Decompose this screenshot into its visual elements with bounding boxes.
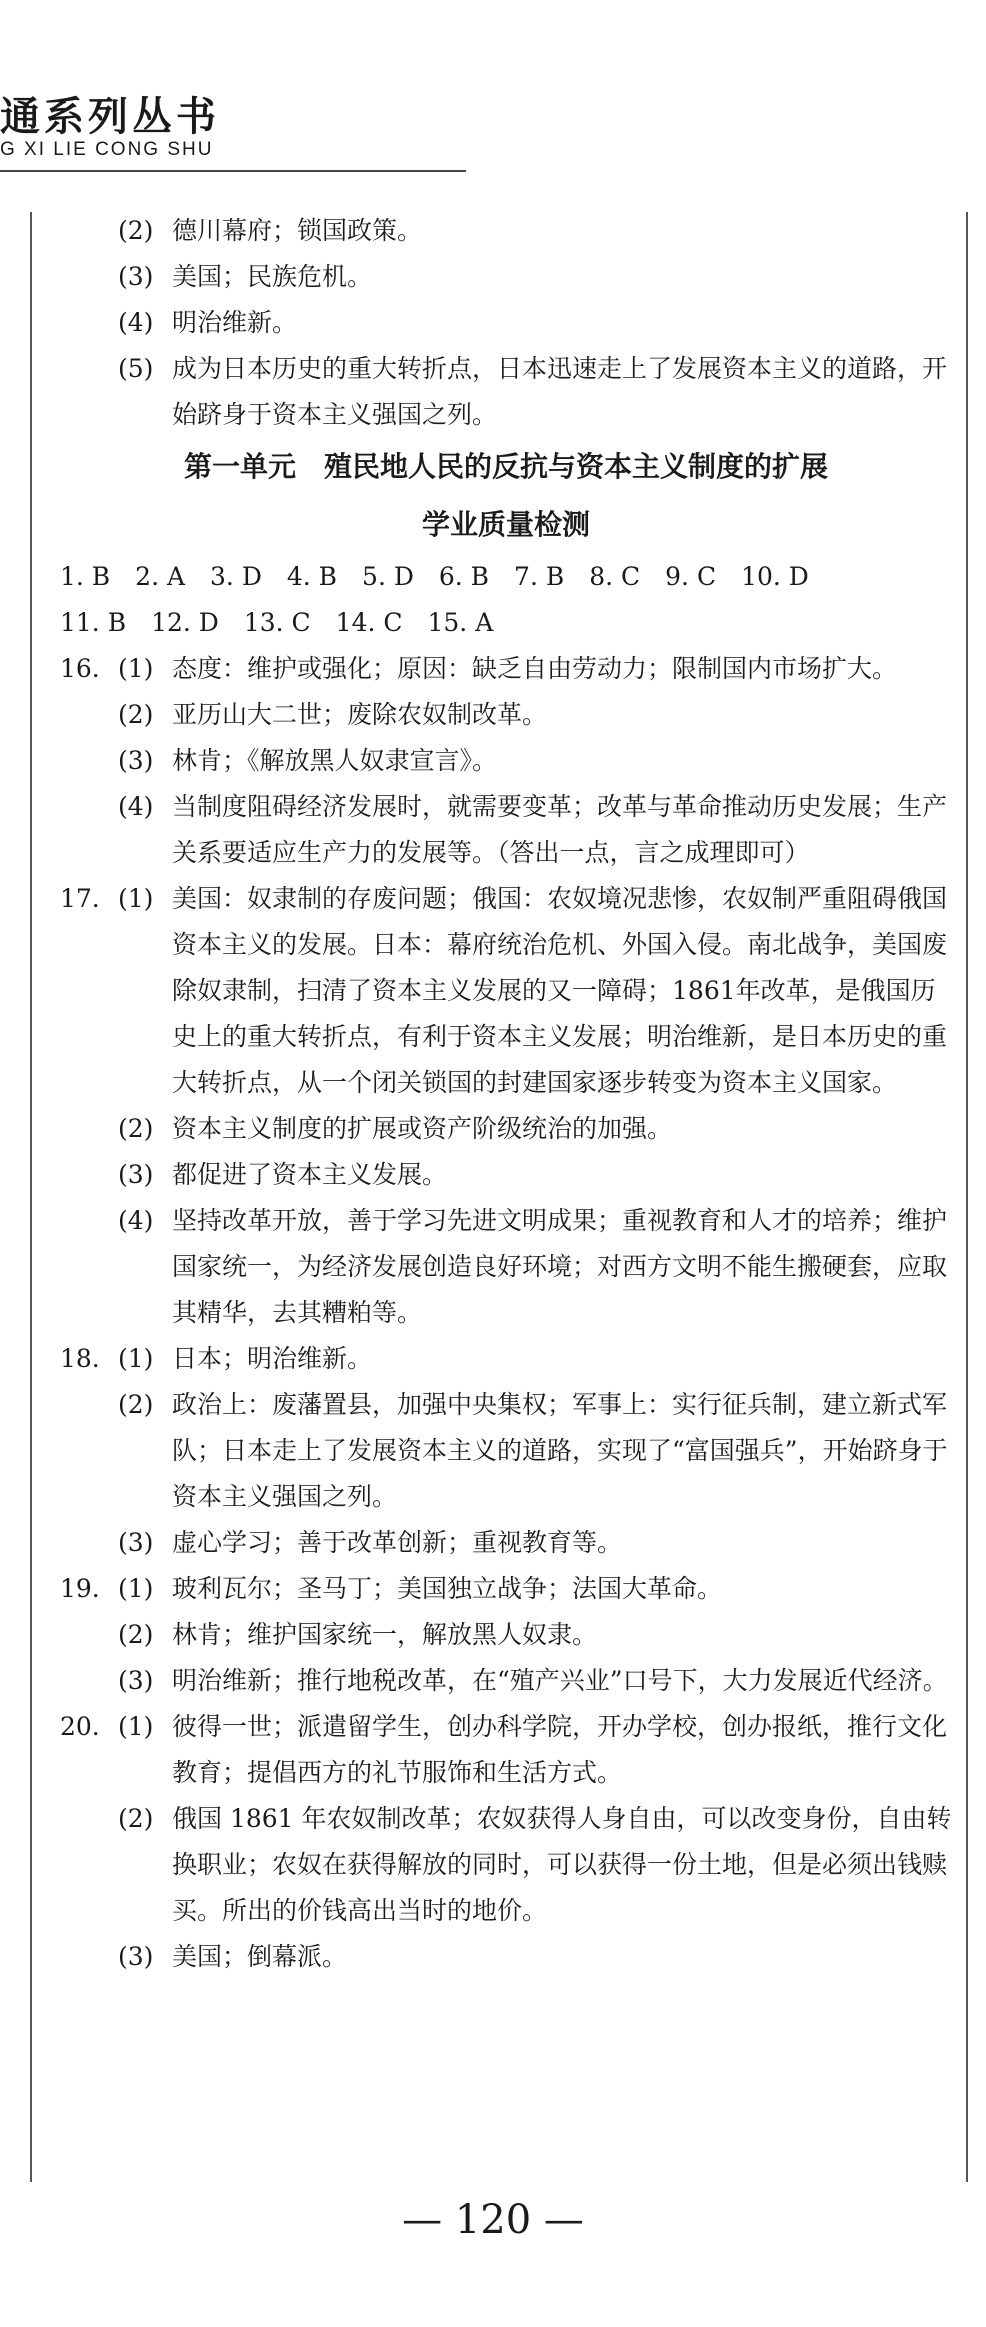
answer-text: 林肯；维护国家统一，解放黑人奴隶。 (172, 1620, 598, 1649)
answer-text: 都促进了资本主义发展。 (172, 1160, 448, 1189)
answer-content (60, 208, 952, 1980)
answer-text: 林肯；《解放黑人奴隶宣言》。 (172, 746, 498, 775)
question-18 (60, 1336, 952, 1382)
series-title: 通系列丛书 (0, 94, 220, 140)
answer-item (60, 208, 952, 254)
sub-number: (3) (118, 1666, 154, 1695)
sub-number: (3) (118, 262, 154, 291)
answer-item (60, 692, 952, 738)
answer-text: 日本；明治维新。 (172, 1344, 373, 1373)
answer-text: 美国；倒幕派。 (172, 1942, 348, 1971)
answer-item (60, 1796, 952, 1934)
answer-text: 美国：奴隶制的存废问题；俄国：农奴境况悲惨，农奴制严重阻碍俄国资本主义的发展。日本：幕府统治危机、外国入侵。南北战争，美国废除奴隶制，扫清了资本主义发展的又一障碍；1861年改革，是俄国历史上的重大转折点，有利于资本主义发展；明治维新，是日本历史的重大转折点，从一个闭关锁国的封建国家逐步转变为资本主义国家。 (172, 884, 948, 1097)
answer-text: 虚心学习；善于改革创新；重视教育等。 (172, 1528, 623, 1557)
sub-number: (1) (118, 1344, 154, 1373)
answer-item (60, 254, 952, 300)
answer-item (60, 1612, 952, 1658)
question-number: 19. (60, 1574, 100, 1603)
header-rule (0, 170, 466, 172)
question-number: 20. (60, 1712, 100, 1741)
answer-text: 坚持改革开放，善于学习先进文明成果；重视教育和人才的培养；维护国家统一，为经济发展创造良好环境；对西方文明不能生搬硬套，应取其精华，去其糟粕等。 (172, 1206, 948, 1327)
sub-number: (4) (118, 308, 154, 337)
left-margin-line (30, 212, 32, 2182)
answer-text: 成为日本历史的重大转折点，日本迅速走上了发展资本主义的道路，开始跻身于资本主义强国之列。 (172, 354, 948, 429)
sub-number: (2) (118, 1804, 154, 1833)
answer-text: 彼得一世；派遣留学生，创办科学院，开办学校，创办报纸，推行文化教育；提倡西方的礼节服饰和生活方式。 (172, 1712, 948, 1787)
answer-text: 玻利瓦尔；圣马丁；美国独立战争；法国大革命。 (172, 1574, 723, 1603)
sub-number: (2) (118, 1390, 154, 1419)
answer-text: 亚历山大二世；废除农奴制改革。 (172, 700, 548, 729)
answer-item (60, 784, 952, 876)
page-number: — 120 — (402, 2197, 584, 2243)
answer-text: 态度：维护或强化；原因：缺乏自由劳动力；限制国内市场扩大。 (172, 654, 898, 683)
sub-number: (5) (118, 354, 154, 383)
answer-item (60, 1198, 952, 1336)
sub-number: (2) (118, 700, 154, 729)
series-pinyin: G XI LIE CONG SHU (0, 139, 214, 160)
answer-text: 资本主义制度的扩展或资产阶级统治的加强。 (172, 1114, 673, 1143)
sub-number: (3) (118, 1528, 154, 1557)
answer-text: 俄国 1861 年农奴制改革；农奴获得人身自由，可以改变身份，自由转换职业；农奴在获得解放的同时，可以获得一份土地，但是必须出钱赎买。所出的价钱高出当时的地价。 (172, 1804, 952, 1925)
question-16 (60, 646, 952, 692)
answer-text: 当制度阻碍经济发展时，就需要变革；改革与革命推动历史发展；生产关系要适应生产力的发展等。（答出一点，言之成理即可） (172, 792, 948, 867)
sub-number: (2) (118, 1620, 154, 1649)
sub-number: (1) (118, 884, 154, 913)
sub-number: (1) (118, 654, 154, 683)
sub-number: (3) (118, 1942, 154, 1971)
sub-number: (4) (118, 1206, 154, 1235)
section-heading: 学业质量检测 (421, 508, 590, 541)
question-19 (60, 1566, 952, 1612)
answer-item (60, 1934, 952, 1980)
answer-item (60, 1382, 952, 1520)
right-margin-line (966, 212, 968, 2182)
series-header (0, 95, 220, 161)
answer-text: 明治维新；推行地税改革，在“殖产兴业”口号下，大力发展近代经济。 (172, 1666, 948, 1695)
answer-text: 美国；民族危机。 (172, 262, 373, 291)
answer-item (60, 300, 952, 346)
answer-item (60, 1152, 952, 1198)
answer-text: 政治上：废藩置县，加强中央集权；军事上：实行征兵制，建立新式军队；日本走上了发展资本主义的道路，实现了“富国强兵”，开始跻身于资本主义强国之列。 (172, 1390, 948, 1511)
answer-item (60, 738, 952, 784)
answer-item (60, 346, 952, 438)
answer-item (60, 1106, 952, 1152)
answer-text: 明治维新。 (172, 308, 298, 337)
unit-heading: 第一单元 殖民地人民的反抗与资本主义制度的扩展 (183, 450, 828, 483)
sub-number: (1) (118, 1574, 154, 1603)
sub-number: (2) (118, 1114, 154, 1143)
sub-number: (4) (118, 792, 154, 821)
choice-answers-line: 11. B 12. D 13. C 14. C 15. A (60, 608, 494, 637)
question-20 (60, 1704, 952, 1796)
sub-number: (3) (118, 746, 154, 775)
question-number: 16. (60, 654, 100, 683)
answer-text: 德川幕府；锁国政策。 (172, 216, 423, 245)
question-number: 17. (60, 884, 100, 913)
sub-number: (2) (118, 216, 154, 245)
answer-item (60, 1520, 952, 1566)
question-number: 18. (60, 1344, 100, 1373)
choice-answers-line: 1. B 2. A 3. D 4. B 5. D 6. B 7. B 8. C 9. C 10. D (60, 562, 809, 591)
answer-item (60, 1658, 952, 1704)
sub-number: (1) (118, 1712, 154, 1741)
sub-number: (3) (118, 1160, 154, 1189)
question-17 (60, 876, 952, 1106)
